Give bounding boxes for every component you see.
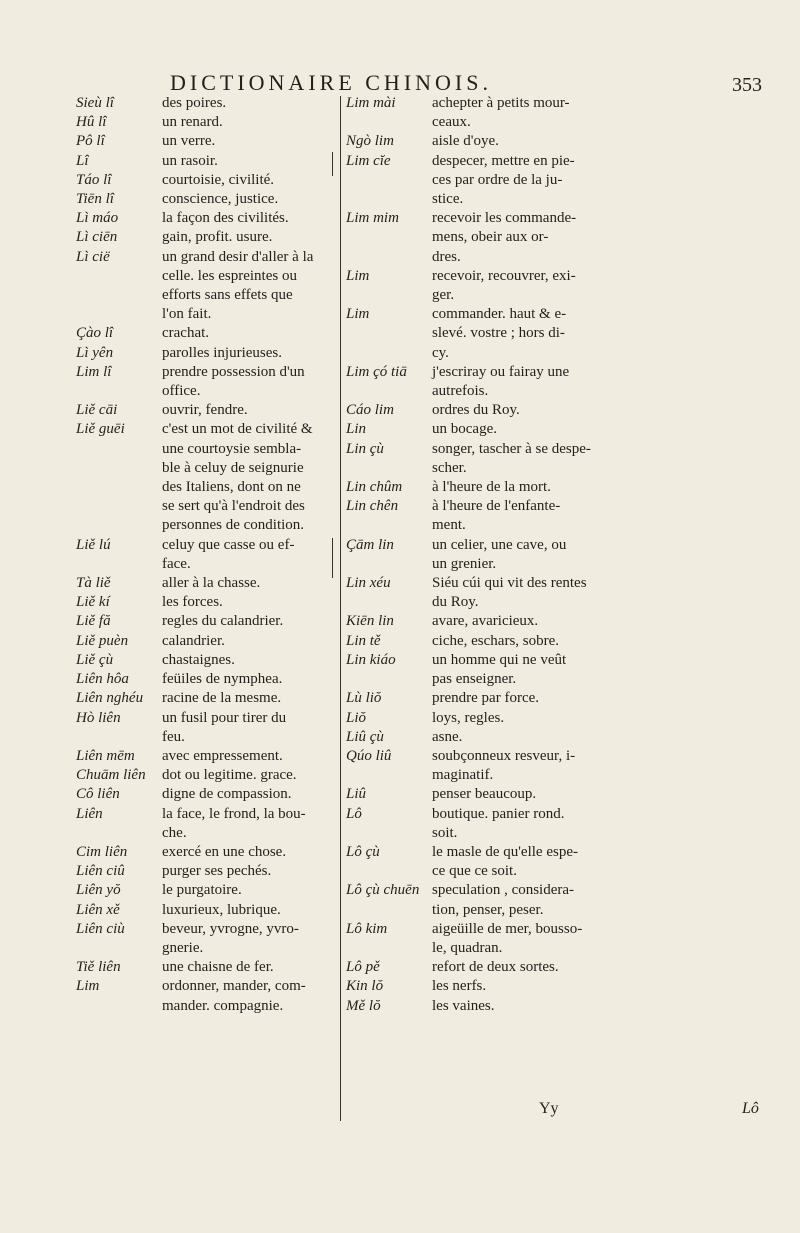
definition-line: une courtoysie sembla- bbox=[162, 440, 302, 457]
definition-line: scher. bbox=[432, 459, 467, 476]
dictionary-entry bbox=[76, 420, 334, 535]
definition-line: ciche, eschars, sobre. bbox=[432, 632, 560, 649]
definition bbox=[162, 805, 334, 843]
definition-line: prendre par force. bbox=[432, 690, 540, 707]
headword: Liên bbox=[76, 805, 103, 822]
definition-line: cy. bbox=[432, 344, 449, 361]
definition-line: la façon des civilités. bbox=[162, 210, 289, 227]
definition-line: du Roy. bbox=[432, 594, 479, 611]
dictionary-entry bbox=[346, 958, 778, 977]
headword: Mě lŏ bbox=[346, 997, 381, 1014]
headword: Liên xě bbox=[76, 901, 120, 918]
definition bbox=[432, 632, 778, 651]
definition bbox=[162, 766, 334, 785]
definition-line: crachat. bbox=[162, 325, 210, 342]
definition-line: conscience, justice. bbox=[162, 191, 279, 208]
dictionary-entry bbox=[76, 747, 334, 766]
dictionary-entry bbox=[76, 152, 334, 171]
definition bbox=[432, 420, 778, 439]
definition bbox=[432, 536, 778, 574]
dictionary-entry bbox=[76, 536, 334, 574]
dictionary-entry bbox=[346, 632, 778, 651]
headword: Liên ciù bbox=[76, 920, 125, 937]
headword: Liě lú bbox=[76, 536, 111, 553]
definition bbox=[162, 920, 334, 958]
definition-line: aller à la chasse. bbox=[162, 575, 261, 592]
definition bbox=[162, 190, 334, 209]
definition-line: exercé en une chose. bbox=[162, 843, 287, 860]
definition-line: la face, le frond, la bou- bbox=[162, 805, 306, 822]
definition bbox=[432, 363, 778, 401]
definition bbox=[162, 401, 334, 420]
definition-line: ment. bbox=[432, 517, 466, 534]
definition-line: luxurieux, lubrique. bbox=[162, 901, 281, 918]
definition-line: ger. bbox=[432, 287, 455, 304]
definition bbox=[162, 132, 334, 151]
definition bbox=[432, 152, 778, 210]
dictionary-entry bbox=[76, 401, 334, 420]
headword: Lin kiáo bbox=[346, 651, 396, 668]
definition bbox=[432, 209, 778, 267]
definition-line: courtoisie, civilité. bbox=[162, 171, 275, 188]
definition bbox=[162, 977, 334, 1015]
definition bbox=[432, 440, 778, 478]
definition bbox=[432, 132, 778, 151]
definition bbox=[432, 843, 778, 881]
headword: Pô lî bbox=[76, 133, 105, 150]
dictionary-entry bbox=[346, 401, 778, 420]
definition-line: maginatif. bbox=[432, 767, 494, 784]
headword: Lô pě bbox=[346, 959, 380, 976]
headword: Lô çù bbox=[346, 843, 380, 860]
signature-mark: Yy bbox=[539, 1100, 559, 1117]
definition bbox=[162, 709, 334, 747]
definition-line: prendre possession d'un bbox=[162, 363, 305, 380]
dictionary-entry bbox=[76, 862, 334, 881]
definition-line: les vaines. bbox=[432, 997, 495, 1014]
definition-line: Siéu cúi qui vit des rentes bbox=[432, 575, 587, 592]
headword: Tiě liên bbox=[76, 959, 121, 976]
dictionary-entry bbox=[346, 420, 778, 439]
definition-line: un grenier. bbox=[432, 555, 497, 572]
definition bbox=[432, 267, 778, 305]
definition-line: le masle de qu'elle espe- bbox=[432, 843, 578, 860]
definition bbox=[432, 728, 778, 747]
headword: Lô çù chuēn bbox=[346, 882, 420, 899]
definition bbox=[432, 478, 778, 497]
dictionary-entry bbox=[346, 305, 778, 363]
definition bbox=[162, 901, 334, 920]
headword: Lin chûm bbox=[346, 479, 403, 496]
headword: Lin tě bbox=[346, 632, 381, 649]
headword: Liên yŏ bbox=[76, 882, 121, 899]
headword: Liû bbox=[346, 786, 367, 803]
dictionary-entry bbox=[346, 363, 778, 401]
dictionary-entry bbox=[346, 747, 778, 785]
dictionary-entry bbox=[76, 324, 334, 343]
headword: Cim liên bbox=[76, 843, 128, 860]
dictionary-entry bbox=[76, 689, 334, 708]
headword: Lin bbox=[346, 421, 367, 438]
dictionary-entry bbox=[346, 651, 778, 689]
definition bbox=[432, 747, 778, 785]
definition-line: racine de la mesme. bbox=[162, 690, 282, 707]
definition-line: speculation , considera- bbox=[432, 882, 575, 899]
definition bbox=[162, 670, 334, 689]
definition bbox=[432, 497, 778, 535]
definition-line: un renard. bbox=[162, 114, 223, 131]
definition bbox=[432, 805, 778, 843]
dictionary-entry bbox=[76, 766, 334, 785]
headword: Liě fă bbox=[76, 613, 111, 630]
definition bbox=[432, 958, 778, 977]
definition bbox=[162, 862, 334, 881]
definition bbox=[162, 574, 334, 593]
definition-line: un verre. bbox=[162, 133, 216, 150]
definition-line: tion, penser, peser. bbox=[432, 901, 544, 918]
definition bbox=[162, 632, 334, 651]
headword: Qúo liû bbox=[346, 747, 392, 764]
definition bbox=[162, 344, 334, 363]
dictionary-entry bbox=[76, 843, 334, 862]
dictionary-entry bbox=[76, 977, 334, 1015]
definition-line: un bocage. bbox=[432, 421, 497, 438]
definition bbox=[162, 363, 334, 401]
definition bbox=[162, 420, 334, 535]
definition-line: ble à celuy de seignurie bbox=[162, 459, 304, 476]
definition bbox=[432, 881, 778, 919]
headword: Lù liŏ bbox=[346, 690, 382, 707]
definition-line: se sert qu'à l'endroit des bbox=[162, 498, 305, 515]
definition bbox=[162, 94, 334, 113]
headword: Liên ciû bbox=[76, 863, 125, 880]
headword: Lì cië bbox=[76, 248, 110, 265]
dictionary-entry bbox=[76, 958, 334, 977]
headword: Lô kim bbox=[346, 920, 388, 937]
definition-line: chastaignes. bbox=[162, 651, 235, 668]
definition-line: gain, profit. usure. bbox=[162, 229, 273, 246]
headword: Lì yên bbox=[76, 344, 114, 361]
definition-line: pas enseigner. bbox=[432, 671, 517, 688]
headword: Cô liên bbox=[76, 786, 120, 803]
definition bbox=[162, 651, 334, 670]
column-divider bbox=[340, 96, 341, 1121]
definition-line: slevé. vostre ; hors di- bbox=[432, 325, 565, 342]
left-column bbox=[76, 94, 334, 1016]
headword: Lin chên bbox=[346, 498, 399, 515]
definition bbox=[162, 747, 334, 766]
definition-line: gnerie. bbox=[162, 939, 204, 956]
definition bbox=[432, 401, 778, 420]
dictionary-entry bbox=[76, 363, 334, 401]
definition bbox=[432, 920, 778, 958]
definition-line: un rasoir. bbox=[162, 152, 218, 169]
dictionary-entry bbox=[76, 670, 334, 689]
definition-line: un grand desir d'aller à la bbox=[162, 248, 314, 265]
dictionary-entry bbox=[76, 209, 334, 228]
definition-line: ordonner, mander, com- bbox=[162, 978, 306, 995]
definition-line: purger ses pechés. bbox=[162, 863, 272, 880]
headword: Lim çó tiā bbox=[346, 363, 407, 380]
headword: Lin xéu bbox=[346, 575, 391, 592]
headword: Chuām liên bbox=[76, 767, 146, 784]
definition-line: des poires. bbox=[162, 95, 227, 111]
dictionary-entry bbox=[346, 728, 778, 747]
headword: Lim bbox=[76, 978, 100, 995]
dictionary-entry bbox=[76, 709, 334, 747]
dictionary-entry bbox=[76, 651, 334, 670]
definition-line: un fusil pour tirer du bbox=[162, 709, 287, 726]
dictionary-entry bbox=[346, 920, 778, 958]
dictionary-entry bbox=[76, 248, 334, 325]
definition-line: refort de deux sortes. bbox=[432, 959, 559, 976]
definition-line: despecer, mettre en pie- bbox=[432, 152, 575, 169]
definition-line: efforts sans effets que bbox=[162, 287, 293, 304]
dictionary-entry bbox=[346, 478, 778, 497]
headword: Liŏ bbox=[346, 709, 367, 726]
definition bbox=[432, 574, 778, 612]
headword: Lin çù bbox=[346, 440, 384, 457]
headword: Hò liên bbox=[76, 709, 121, 726]
headword: Kiēn lin bbox=[346, 613, 394, 630]
headword: Çào lî bbox=[76, 325, 114, 342]
definition-line: calandrier. bbox=[162, 632, 225, 649]
definition bbox=[432, 785, 778, 804]
definition-line: à l'heure de la mort. bbox=[432, 479, 551, 496]
headword: Lim lî bbox=[76, 363, 112, 380]
definition-line: recevoir, recouvrer, exi- bbox=[432, 267, 576, 284]
dictionary-entry bbox=[76, 574, 334, 593]
definition-line: recevoir les commande- bbox=[432, 210, 577, 227]
dictionary-entry bbox=[76, 94, 334, 113]
headword: Lì máo bbox=[76, 210, 119, 227]
definition-line: un homme qui ne veût bbox=[432, 651, 567, 668]
dictionary-entry bbox=[76, 805, 334, 843]
dictionary-entry bbox=[346, 843, 778, 881]
definition-line: soit. bbox=[432, 824, 458, 841]
dictionary-entry bbox=[76, 593, 334, 612]
definition-line: personnes de condition. bbox=[162, 517, 305, 534]
dictionary-entry bbox=[76, 171, 334, 190]
definition-line: boutique. panier rond. bbox=[432, 805, 565, 822]
definition-line: l'on fait. bbox=[162, 306, 212, 323]
headword: Liě cāi bbox=[76, 402, 118, 419]
page-number: 353 bbox=[732, 74, 762, 96]
definition bbox=[432, 94, 778, 132]
dictionary-entry bbox=[76, 132, 334, 151]
headword: Lim bbox=[346, 306, 370, 323]
definition-line: celuy que casse ou ef- bbox=[162, 536, 295, 553]
definition-line: asne. bbox=[432, 728, 463, 745]
headword: Kin lŏ bbox=[346, 978, 384, 995]
definition bbox=[162, 113, 334, 132]
definition-line: mander. compagnie. bbox=[162, 997, 284, 1014]
definition bbox=[162, 843, 334, 862]
definition bbox=[162, 958, 334, 977]
dictionary-entry bbox=[346, 689, 778, 708]
dictionary-entry bbox=[76, 612, 334, 631]
dictionary-entry bbox=[76, 881, 334, 900]
definition-line: les forces. bbox=[162, 594, 223, 611]
definition-line: digne de compassion. bbox=[162, 786, 292, 803]
definition-line: che. bbox=[162, 824, 187, 841]
dictionary-entry bbox=[76, 113, 334, 132]
definition-line: stice. bbox=[432, 191, 464, 208]
definition bbox=[432, 689, 778, 708]
dictionary-entry bbox=[346, 536, 778, 574]
headword: Liě kí bbox=[76, 594, 110, 611]
definition bbox=[432, 977, 778, 996]
running-header: DICTIONAIRE CHINOIS. bbox=[170, 70, 492, 95]
dictionary-entry bbox=[346, 94, 778, 132]
headword: Tiēn lî bbox=[76, 191, 114, 208]
definition-line: mens, obeir aux or- bbox=[432, 229, 549, 246]
definition-line: une chaisne de fer. bbox=[162, 959, 274, 976]
dictionary-entry bbox=[346, 267, 778, 305]
definition-line: ce que ce soit. bbox=[432, 863, 517, 880]
definition bbox=[162, 536, 334, 574]
definition-line: aigeüille de mer, bousso- bbox=[432, 920, 583, 937]
dictionary-entry bbox=[76, 901, 334, 920]
definition-line: aisle d'oye. bbox=[432, 133, 499, 150]
headword: Lî bbox=[76, 152, 89, 169]
headword: Lim cĭe bbox=[346, 152, 391, 169]
definition-line: achepter à petits mour- bbox=[432, 95, 570, 111]
headword: Hû lî bbox=[76, 114, 107, 131]
definition bbox=[162, 593, 334, 612]
dictionary-entry bbox=[346, 152, 778, 210]
headword: Lim bbox=[346, 267, 370, 284]
definition bbox=[162, 881, 334, 900]
definition bbox=[162, 612, 334, 631]
headword: Táo lî bbox=[76, 171, 112, 188]
definition-line: beveur, yvrogne, yvro- bbox=[162, 920, 299, 937]
headword: Çām lin bbox=[346, 536, 394, 553]
dictionary-entry bbox=[76, 632, 334, 651]
headword: Liě çù bbox=[76, 651, 114, 668]
definition bbox=[432, 305, 778, 363]
dictionary-entry bbox=[346, 132, 778, 151]
definition-line: penser beaucoup. bbox=[432, 786, 537, 803]
definition-line: loys, regles. bbox=[432, 709, 505, 726]
definition-line: j'escriray ou fairay une bbox=[432, 363, 570, 380]
definition-line: des Italiens, dont on ne bbox=[162, 479, 301, 496]
definition-line: un celier, une cave, ou bbox=[432, 536, 567, 553]
dictionary-entry bbox=[76, 228, 334, 247]
definition bbox=[162, 248, 334, 325]
definition-line: le purgatoire. bbox=[162, 882, 242, 899]
definition-line: feüiles de nymphea. bbox=[162, 671, 283, 688]
dictionary-entry bbox=[346, 440, 778, 478]
definition-line: dres. bbox=[432, 248, 461, 265]
dictionary-entry bbox=[76, 920, 334, 958]
dictionary-entry bbox=[346, 805, 778, 843]
definition-line: avec empressement. bbox=[162, 747, 283, 764]
right-column bbox=[346, 94, 778, 1016]
definition-line: songer, tascher à se despe- bbox=[432, 440, 591, 457]
dictionary-entry bbox=[76, 344, 334, 363]
definition-line: ordres du Roy. bbox=[432, 402, 520, 419]
definition-line: les nerfs. bbox=[432, 978, 487, 995]
definition-line: le, quadran. bbox=[432, 939, 503, 956]
definition bbox=[432, 612, 778, 631]
headword: Sieù lî bbox=[76, 95, 114, 111]
dictionary-entry bbox=[346, 574, 778, 612]
dictionary-entry bbox=[76, 785, 334, 804]
definition-line: dot ou legitime. grace. bbox=[162, 767, 297, 784]
definition bbox=[162, 152, 334, 171]
definition-line: ces par ordre de la ju- bbox=[432, 171, 563, 188]
dictionary-entry bbox=[76, 190, 334, 209]
definition-line: feu. bbox=[162, 728, 185, 745]
definition bbox=[432, 651, 778, 689]
definition bbox=[432, 709, 778, 728]
headword: Cáo lim bbox=[346, 402, 394, 419]
definition-line: celle. les espreintes ou bbox=[162, 267, 297, 284]
definition bbox=[162, 228, 334, 247]
headword: Ngò lim bbox=[346, 133, 394, 150]
headword: Lim mim bbox=[346, 210, 399, 227]
headword: Liên hôa bbox=[76, 671, 129, 688]
definition-line: ouvrir, fendre. bbox=[162, 402, 248, 419]
definition-line: commander. haut & e- bbox=[432, 306, 567, 323]
dictionary-entry bbox=[346, 977, 778, 996]
definition bbox=[162, 689, 334, 708]
definition-line: soubçonneux resveur, i- bbox=[432, 747, 576, 764]
headword: Lì ciēn bbox=[76, 229, 118, 246]
definition-line: parolles injurieuses. bbox=[162, 344, 282, 361]
headword: Liên nghéu bbox=[76, 690, 144, 707]
definition-line: autrefois. bbox=[432, 383, 489, 400]
definition-line: ceaux. bbox=[432, 114, 471, 131]
definition-line: avare, avaricieux. bbox=[432, 613, 539, 630]
dictionary-entry bbox=[346, 997, 778, 1016]
definition bbox=[162, 209, 334, 228]
headword: Lô bbox=[346, 805, 362, 822]
definition-line: c'est un mot de civilité & bbox=[162, 421, 313, 438]
definition-line: face. bbox=[162, 555, 191, 572]
definition-line: office. bbox=[162, 383, 201, 400]
dictionary-entry bbox=[346, 497, 778, 535]
dictionary-entry bbox=[346, 612, 778, 631]
definition bbox=[162, 785, 334, 804]
dictionary-entry bbox=[346, 709, 778, 728]
dictionary-entry bbox=[346, 209, 778, 267]
headword: Tà liě bbox=[76, 575, 111, 592]
headword: Liě puèn bbox=[76, 632, 129, 649]
definition-line: regles du calandrier. bbox=[162, 613, 284, 630]
catchword: Lô bbox=[742, 1100, 759, 1117]
definition bbox=[432, 997, 778, 1016]
headword: Liû çù bbox=[346, 728, 384, 745]
headword: Liě guēi bbox=[76, 421, 125, 438]
dictionary-entry bbox=[346, 785, 778, 804]
dictionary-entry bbox=[346, 881, 778, 919]
headword: Liên mēm bbox=[76, 747, 135, 764]
definition bbox=[162, 171, 334, 190]
definition-line: à l'heure de l'enfante- bbox=[432, 498, 561, 515]
headword: Lim mài bbox=[346, 95, 396, 111]
definition bbox=[162, 324, 334, 343]
